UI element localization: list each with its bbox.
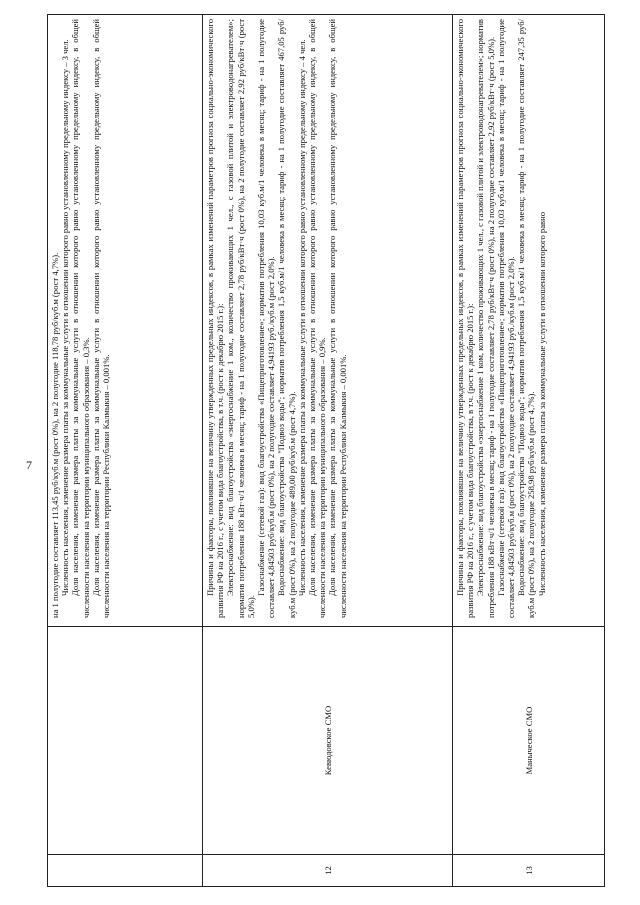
- description-paragraph: Причины и факторы, повлиявшие на величину утвержденных предельных индексов, в рамках изменений параметров прогноза социально-экономического развития РФ на 2016 г., с учетом вида благоустройства, в т.ч. (рост к декабрю 2015 г.):: [205, 19, 226, 618]
- row-number-cell: [48, 854, 202, 886]
- description-paragraph: Водоснабжение: вид благоустройства "Подвоз воды"; норматив потребления 1,5 куб.м/1 человека в месяц; тариф - на 1 полугодие составляет 467,05 руб/куб.м (рост 0%), на 2 полугодие 489,00 руб/куб.м (рост 4,7%).: [276, 19, 297, 618]
- description-paragraph: Водоснабжение: вид благоустройства "Подвоз воды"; норматив потребления 1,5 куб.м/1 человека в месяц; тариф - на 1 полугодие составляет 247,35 руб/куб.м (рост 0%), на 2 полугодие 258,98 руб/куб.м (рост 4,7%).: [516, 19, 537, 618]
- description-paragraph: Доля населения, изменение размера платы за коммунальные услуги в отношении которого равно установленному предельному индексу, в общей численности населения на территории муниципального образования – 0,3%.: [70, 19, 91, 618]
- description-paragraph: Доля населения, изменение размера платы за коммунальные услуги в отношении которого равно установленному предельному индексу, в общей численности населения на территории Республики Калмыкия – 0,001%.: [90, 19, 112, 618]
- description-paragraph: Доля населения, изменение размера платы за коммунальные услуги в отношении которого равно установленному предельному индексу, в общей численности населения на территории муниципального образования – 0,9%.: [307, 19, 328, 618]
- description-paragraph: Причины и факторы, повлиявшие на величину утвержденных предельных индексов, в рамках изменений параметров прогноза социально-экономического развития РФ на 2016 г., с учетом вида благоустройства, в т.ч. (рост к декабрю 2015 г.):: [455, 19, 476, 618]
- row-number: 12: [322, 866, 333, 875]
- rotated-table: [47, 14, 605, 887]
- description-paragraph: Численность населения, изменение размера платы за коммунальные услуги в отношении которого равно установленному предельному индексу – 4 чел.: [296, 39, 307, 596]
- description-paragraph: Электроснабжение: вид благоустройства «энергоснабжение 1 ком, количество проживающих 1 чел., с газовой плитой и электроводонагревателем»; норматив потребления 188 кВт·ч/1 человека в месяц; тариф - на 1 полугодие составляет 2,78 руб/кВт·ч (рост 0%), на 2 полугодие составляет 2,92 руб/кВт·ч (рост 5,0%).: [475, 19, 496, 618]
- description-paragraph: Доля населения, изменение размера платы за коммунальные услуги в отношении которого равно установленному предельному индексу, в общей численности населения на территории Республики Калмыкия – 0,001%.: [327, 19, 348, 618]
- municipality-name-cell: [48, 626, 202, 854]
- municipality-name: Маныческое СМО: [523, 706, 534, 775]
- table-row: [48, 15, 202, 886]
- table-row: [202, 15, 453, 886]
- municipality-name-cell: [203, 626, 453, 854]
- description-paragraph: Электроснабжение: вид благоустройства «энергоснабжение 1 ком., количество проживающих 1 чел., с газовой плитой и электроводонагревателем»; норматив потребления 188 кВт·ч/1 человека в месяц; тариф - на 1 полугодие составляет 2,78 руб/кВт·ч (рост 0%), на 2 полугодие составляет 2,92 руб/кВт·ч (рост 5,0%).: [225, 19, 256, 618]
- row-number: 13: [523, 866, 534, 875]
- description-paragraph: Газоснабжение (сетевой газ): вид благоустройства «Пищеприготовление»; норматив потребления 10,03 куб.м/1 человека в месяц; тариф - на 1 полугодие составляет 4,84503 руб/куб.м (рост 0%), на 2 полугодие составляет 4,94193 руб./куб.м (рост 2,0%).: [495, 19, 517, 618]
- description-paragraph: Численность населения, изменение размера платы за коммунальные услуги в отношении которого равно: [536, 212, 547, 596]
- row-number-cell: [453, 854, 604, 886]
- row-number-cell: [203, 854, 453, 886]
- description-cell: [48, 15, 202, 624]
- municipality-name: Кевюдовское СМО: [322, 705, 333, 776]
- description-paragraph: Газоснабжение (сетевой газ): вид благоустройства «Пищеприготовление»; норматив потребления 10,03 куб.м/1 человека в месяц; тариф - на 1 полугодие составляет 4,84503 руб/куб.м (рост 0%), на 2 полугодие составляет 4,94193 руб./куб.м (рост 2,0%).: [256, 19, 277, 618]
- table-row: [452, 15, 604, 886]
- description-cell: [453, 15, 604, 624]
- municipality-name-cell: [453, 626, 604, 854]
- description-cell: [203, 15, 453, 624]
- description-paragraph: Численность населения, изменение размера платы за коммунальные услуги в отношении которого равно установленному предельному индексу – 3 чел.: [60, 39, 71, 596]
- page-number: 7: [26, 458, 32, 472]
- description-paragraph: на 1 полугодие составляет 113,45 руб/куб.м (рост 0%), на 2 полугодие 118,78 руб/куб.м (рост 4,7%).: [50, 252, 60, 618]
